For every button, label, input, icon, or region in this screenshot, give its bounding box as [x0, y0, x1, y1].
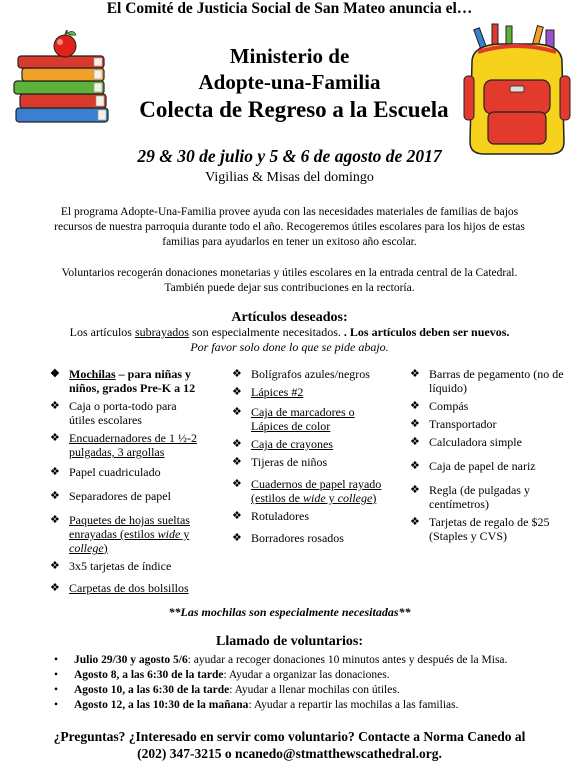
- item-text: Tijeras de niños: [251, 455, 328, 469]
- list-item: [410, 515, 570, 543]
- contact-info: [0, 728, 579, 762]
- diamond-bullet-icon: ❖: [232, 510, 242, 522]
- item-text: Encuadernadores de 1 ½-2 pulgadas, 3 argollas: [69, 431, 197, 459]
- volunteers-heading: Llamado de voluntarios:: [215, 634, 363, 649]
- diamond-bullet-icon: ❖: [410, 368, 420, 380]
- list-item: [410, 367, 570, 395]
- items-column-3: [410, 367, 570, 547]
- diamond-bullet-icon: ❖: [410, 484, 420, 496]
- contact-email-line[interactable]: (202) 347-3215 o ncanedo@stmatthewscathedral.org.: [137, 746, 442, 761]
- item-text: wide: [157, 527, 181, 541]
- diamond-bullet-icon: ❖: [232, 438, 242, 450]
- subtitle-bold: . Los artículos deben ser nuevos.: [343, 325, 510, 339]
- item-text: y: [325, 491, 338, 505]
- volunteer-list: [52, 653, 572, 713]
- volunteer-item: [52, 683, 572, 698]
- volunteer-item: [52, 668, 572, 683]
- item-text: ): [103, 541, 108, 555]
- diamond-bullet-icon: ❖: [410, 516, 420, 528]
- volunteer-item: [52, 698, 572, 713]
- list-item: [410, 399, 570, 413]
- volunteer-date: Julio 29/30 y agosto 5/6: [74, 654, 188, 666]
- diamond-bullet-icon: ❖: [50, 582, 60, 594]
- list-item: [50, 559, 200, 573]
- list-item: [232, 477, 382, 505]
- item-text: Caja o porta-todo para útiles escolares: [69, 399, 177, 427]
- diamond-bullet-icon: ❖: [410, 436, 420, 448]
- item-text: Papel cuadriculado: [69, 465, 161, 479]
- list-item: [232, 405, 382, 433]
- item-text: wide: [303, 491, 326, 505]
- title-line-1: Ministerio de: [229, 44, 350, 68]
- item-text: Paquetes de hojas sueltas enrayadas (estilos: [69, 513, 190, 541]
- diamond-bullet-icon: ❖: [50, 466, 60, 478]
- item-text: Lápices #2: [251, 385, 304, 399]
- diamond-bullet-icon: ❖: [232, 532, 242, 544]
- item-text: Regla (de pulgadas y centímetros): [429, 483, 530, 511]
- item-text: Cuadernos de papel rayado (estilos de: [251, 477, 382, 505]
- list-item: [232, 385, 382, 399]
- diamond-bullet-icon: ❖: [232, 368, 242, 380]
- collection-line: Voluntarios recogerán donaciones monetarias y útiles escolares en la entrada central de la Catedral.: [61, 267, 518, 279]
- title-line-2: Adopte-una-Familia: [198, 70, 381, 94]
- list-item: [232, 437, 382, 451]
- bullet-dot-icon: •: [54, 669, 59, 681]
- item-text: [69, 513, 190, 555]
- subtitle-underlined: subrayados: [134, 325, 189, 339]
- item-text: Separadores de papel: [69, 489, 171, 503]
- articles-heading: Artículos deseados:: [231, 310, 348, 325]
- volunteer-item: [52, 653, 572, 668]
- bullet-dot-icon: •: [54, 699, 59, 711]
- item-text: Rotuladores: [251, 509, 309, 523]
- contact-line: ¿Preguntas? ¿Interesado en servir como voluntario? Contacte a Norma Canedo al: [53, 729, 526, 744]
- subtitle-text: Los artículos: [69, 325, 135, 339]
- item-text: ): [372, 491, 377, 505]
- item-text: Bolígrafos azules/negros: [251, 367, 370, 381]
- diamond-bullet-icon: ❖: [232, 386, 242, 398]
- diamond-bullet-icon: ❖: [50, 560, 60, 572]
- item-text: y: [180, 527, 190, 541]
- diamond-bullet-icon: ❖: [50, 400, 60, 412]
- diamond-bullet-icon: ❖: [50, 514, 60, 526]
- collection-paragraph: [24, 266, 555, 296]
- collection-line: También puede dejar sus contribuciones en la rectoría.: [164, 282, 415, 294]
- item-text: Barras de pegamento (no de líquido): [429, 367, 564, 395]
- list-item: [410, 459, 570, 473]
- diamond-bullet-icon: ❖: [410, 460, 420, 472]
- items-column-2: [232, 367, 382, 549]
- diamond-bullet-icon: ❖: [232, 456, 242, 468]
- diamond-bullet-icon: ❖: [50, 368, 60, 380]
- diamond-bullet-icon: ❖: [232, 478, 242, 490]
- item-text: Mochilas: [69, 367, 116, 381]
- list-item: [410, 483, 570, 511]
- item-text: Borradores rosados: [251, 531, 344, 545]
- list-item: [232, 509, 382, 523]
- volunteer-date: Agosto 10, a las 6:30 de la tarde: [74, 684, 230, 696]
- subtitle-text: son especialmente necesitados.: [188, 325, 344, 339]
- list-item: [50, 367, 200, 395]
- diamond-bullet-icon: ❖: [232, 406, 242, 418]
- diamond-bullet-icon: ❖: [410, 418, 420, 430]
- event-masses: Vigilias & Misas del domingo: [205, 170, 374, 185]
- list-item: [50, 489, 200, 503]
- item-text: [251, 477, 381, 505]
- volunteer-date: Agosto 8, a las 6:30 de la tarde: [74, 669, 224, 681]
- diamond-bullet-icon: ❖: [410, 400, 420, 412]
- list-item: [50, 399, 200, 427]
- intro-line: recursos de nuestra parroquia durante todo el año. Recogeremos útiles escolares para los hijos de estas: [54, 221, 525, 233]
- item-text: Calculadora simple: [429, 435, 522, 449]
- item-text: Compás: [429, 399, 469, 413]
- list-item: [232, 531, 382, 545]
- item-text: Carpetas de dos bolsillos: [69, 581, 189, 595]
- list-item: [50, 465, 200, 479]
- announcement-line: El Comité de Justicia Social de San Mateo anuncia el…: [106, 0, 473, 17]
- items-column-1: [50, 367, 200, 599]
- volunteer-task: : Ayudar a repartir las mochilas a las familias.: [248, 699, 459, 711]
- title-line-3: Colecta de Regreso a la Escuela: [139, 97, 449, 122]
- item-text: Caja de marcadores o Lápices de color: [251, 405, 355, 433]
- intro-line: El programa Adopte-Una-Familia provee ayuda con las necesidades materiales de familias de bajos: [60, 206, 519, 218]
- item-text: college: [337, 491, 373, 505]
- bullet-dot-icon: •: [54, 684, 59, 696]
- item-text: Tarjetas de regalo de $25 (Staples y CVS): [429, 515, 550, 543]
- list-item: [50, 431, 200, 459]
- list-item: [232, 367, 382, 381]
- articles-subtitle: [0, 325, 579, 340]
- bullet-dot-icon: •: [54, 654, 59, 666]
- list-item: [50, 581, 200, 595]
- backpack-note: **Las mochilas son especialmente necesitadas**: [168, 605, 411, 619]
- list-item: [232, 455, 382, 469]
- diamond-bullet-icon: ❖: [50, 490, 60, 502]
- intro-paragraph: [24, 205, 555, 250]
- volunteer-task: : Ayudar a organizar las donaciones.: [223, 669, 390, 681]
- volunteer-date: Agosto 12, a las 10:30 de la mañana: [74, 699, 249, 711]
- articles-instruction: Por favor solo done lo que se pide abajo.: [190, 340, 389, 354]
- volunteer-task: : Ayudar a llenar mochilas con útiles.: [229, 684, 400, 696]
- item-text: college: [69, 541, 104, 555]
- item-text: Transportador: [429, 417, 497, 431]
- diamond-bullet-icon: ❖: [50, 432, 60, 444]
- list-item: [50, 513, 200, 555]
- item-text: – para niñas y niños, grados Pre-K a 12: [69, 367, 196, 395]
- item-text: 3x5 tarjetas de índice: [69, 559, 172, 573]
- item-text: Caja de papel de nariz: [429, 459, 536, 473]
- volunteer-task: : ayudar a recoger donaciones 10 minutos antes y después de la Misa.: [187, 654, 508, 666]
- intro-line: familias para ayudarlos en tener un exitoso año escolar.: [162, 236, 417, 248]
- list-item: [410, 417, 570, 431]
- list-item: [410, 435, 570, 449]
- item-text: Caja de crayones: [251, 437, 333, 451]
- event-dates: 29 & 30 de julio y 5 & 6 de agosto de 2017: [137, 146, 442, 166]
